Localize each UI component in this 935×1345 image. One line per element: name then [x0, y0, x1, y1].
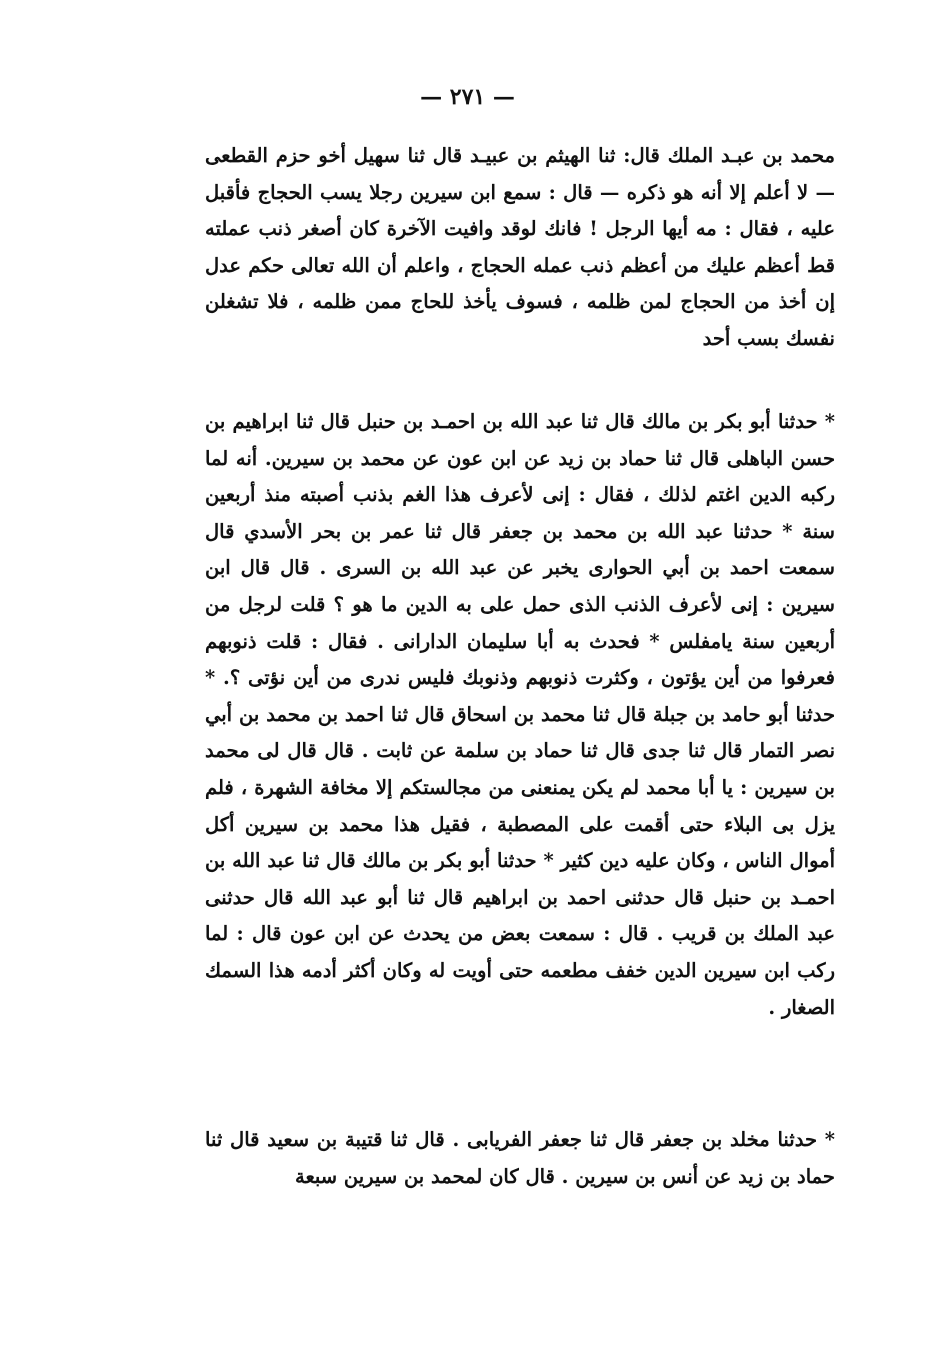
page-number: — ٢٧١ — — [420, 84, 515, 110]
paragraph-3: * حدثنا مخلد بن جعفر قال ثنا جعفر الفريابى . قال ثنا قتيبة بن سعيد قال ثنا حماد بن زيد عن أنس بن سيرين . قال كان لمحمد بن سيرين سبعة — [205, 1128, 835, 1188]
paragraph-1: محمد بن عبـد الملك قال: ثنا الهيثم بن عبيـد قال ثنا سهيل أخو حزم القطعى — لا أعلم إلا أنه هو ذكره — قال : سمع ابن سيرين رجلا يسب الحجاج فأقبل عليه ، فقال : مه أيها الرجل ! فانك لوقد وافيت الآخرة كان أصغر ذنب عملته قط أعظم عليك من أعظم ذنب عمله الحجاج ، واعلم أن الله تعالى حكم عدل إن أخذ من الحجاج لمن ظلمه ، فسوف يأخذ للحاج ممن ظلمه ، فلا تشغلن نفسك بسب أحد — [205, 144, 835, 350]
paragraph-2: * حدثنا أبو بكر بن مالك قال ثنا عبد الله بن احمـد بن حنبل قال ثنا ابراهيم بن حسن الباهلى قال ثنا حماد بن زيد عن ابن عون عن محمد بن سيرين. أنه لما ركبه الدين اغتم لذلك ، فقال : إنى لأعرف هذا الغم بذنب أصبته منذ أربعين سنة * حدثنا عبد الله بن محمد بن جعفر قال ثنا عمر بن بحر الأسدي قال سمعت احمد بن أبي الحوارى يخبر عن عبد الله بن السرى . قال قال ابن سيرين : إنى لأعرف الذنب الذى حمل على به الدين ما هو ؟ قلت لرجل من أربعين سنة يامفلس * فحدث به أبا سليمان الدارانى . فقال : قلت ذنوبهم فعرفوا من أين يؤتون ، وكثرت ذنوبهم وذنوبك فليس ندرى من أين نؤتى ؟. * حدثنا أبو حامد بن جبلة قال ثنا محمد بن اسحاق قال ثنا احمد بن محمد بن أبي نصر التمار قال ثنا جدى قال ثنا حماد بن سلمة عن ثابت . قال قال لى محمد بن سيرين : يا أبا محمد لم يكن يمنعنى من مجالستكم إلا مخافة الشهرة ، فلم يزل بى البلاء حتى أقمت على المصطبة ، فقيل هذا محمد بن سيرين أكل أموال الناس ، وكان عليه دين كثير * حدثنا أبو بكر بن مالك قال ثنا عبد الله بن احمـد بن حنبل قال حدثنى احمد بن ابراهيم قال ثنا أبو عبد الله قال حدثنى عبد الملك بن قريب . قال : سمعت بعض من يحدث عن ابن عون قال : لما ركب ابن سيرين الدين خفف مطعمه حتى أويت له وكان أكثر أدمه هذا السمك الصغار . — [205, 410, 835, 1019]
